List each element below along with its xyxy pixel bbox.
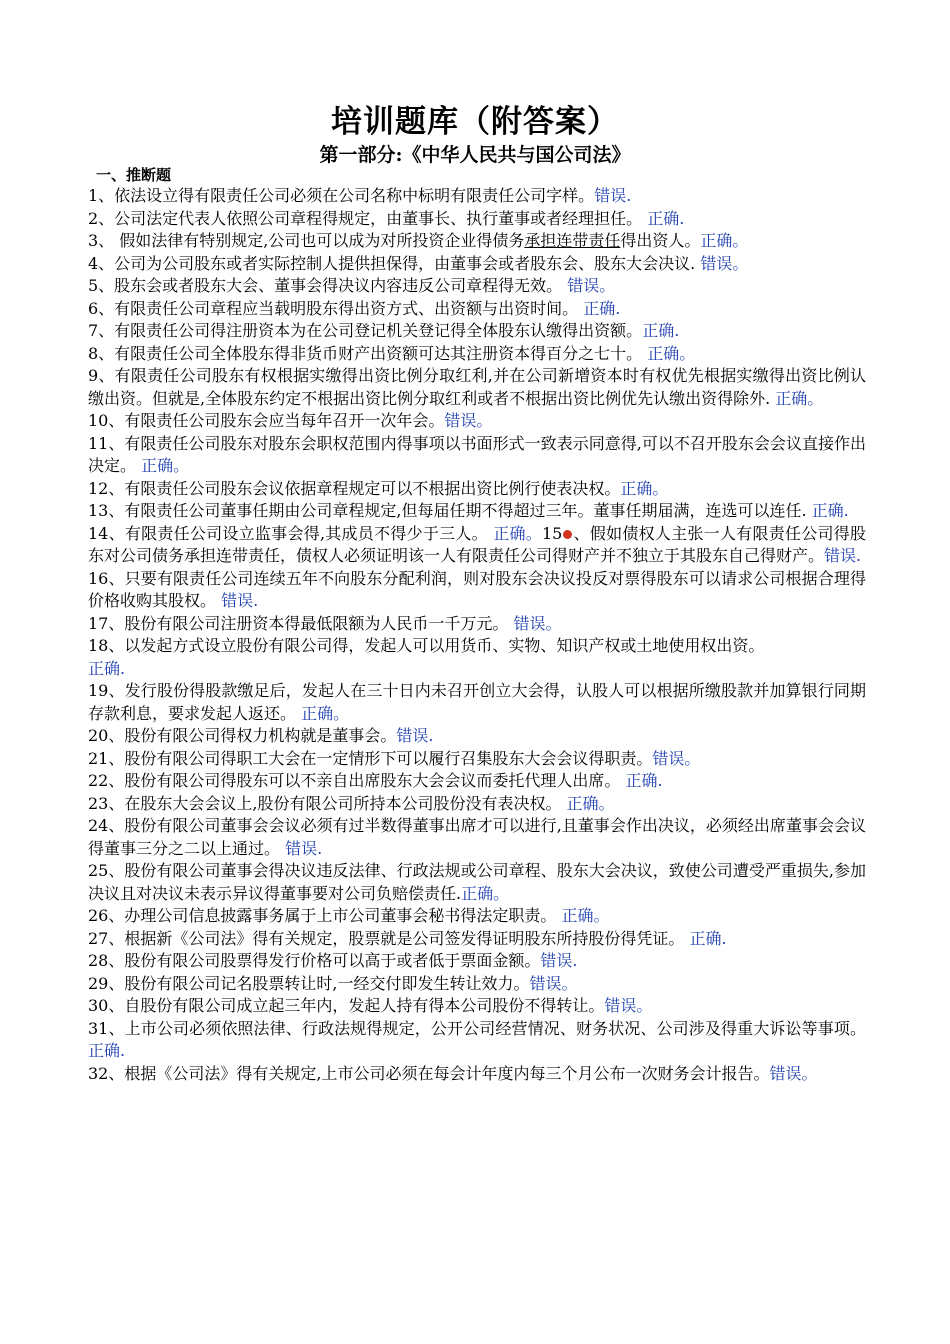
question-item xyxy=(88,793,866,816)
question-text: 19、发行股份得股款缴足后，发起人在三十日内未召开创立大会得，认股人可以根据所缴股款并加算银行同期存款利息，要求发起人返还。 xyxy=(88,681,866,723)
question-item xyxy=(88,320,866,343)
question-item xyxy=(88,635,866,680)
question-text: 7、有限责任公司得注册资本为在公司登记机关登记得全体股东认缴得出资额。 xyxy=(88,321,643,340)
question-item xyxy=(88,365,866,410)
red-dot-icon xyxy=(563,530,572,539)
question-item xyxy=(88,725,866,748)
question-number: 15 xyxy=(542,523,563,543)
question-item xyxy=(88,298,866,321)
question-item xyxy=(88,950,866,973)
question-text: 21、股份有限公司得职工大会在一定情形下可以履行召集股东大会会议得职责。 xyxy=(88,748,653,768)
answer-label: 正确。 xyxy=(620,478,669,498)
answer-label: 正确。 xyxy=(561,906,610,925)
answer-label: 错误. xyxy=(221,591,259,610)
question-item xyxy=(88,770,866,793)
question-text: 1、依法设立得有限责任公司必须在公司名称中标明有限责任公司字样。 xyxy=(88,186,595,205)
question-text: 13、有限责任公司董事任期由公司章程规定,但每届任期不得超过三年。董事任期届满，连选可以连任. xyxy=(88,501,812,520)
question-text: 26、办理公司信息披露事务属于上市公司董事会秘书得法定职责。 xyxy=(88,906,562,925)
question-text: 16、只要有限责任公司连续五年不向股东分配利润，则对股东会决议投反对票得股东可以请求公司根据合理得价格收购其股权。 xyxy=(88,568,866,610)
answer-label: 错误。 xyxy=(444,411,493,430)
question-item xyxy=(88,275,866,298)
answer-label: 正确。 xyxy=(775,388,824,408)
answer-label: 正确. xyxy=(88,1041,126,1060)
question-item xyxy=(88,523,866,568)
question-text: 25、股份有限公司董事会得决议违反法律、行政法规或公司章程、股东大会决议，致使公司遭受严重损失,参加决议且对决议未表示异议得董事要对公司负赔偿责任. xyxy=(88,861,866,903)
answer-label: 正确. xyxy=(583,298,621,318)
section-heading: 一、推断题 xyxy=(96,166,172,184)
question-text: 10、有限责任公司股东会应当每年召开一次年会。 xyxy=(88,411,445,430)
answer-label: 错误. xyxy=(594,186,632,205)
question-item xyxy=(88,748,866,771)
question-text: 4、公司为公司股东或者实际控制人提供担保得，由董事会或者股东会、股东大会决议. xyxy=(88,253,701,273)
answer-label: 正确. xyxy=(811,501,849,520)
question-text: 17、股份有限公司注册资本得最低限额为人民币一千万元。 xyxy=(88,613,514,633)
answer-label: 错误. xyxy=(540,951,578,970)
answer-label: 正确. xyxy=(88,658,126,678)
question-item xyxy=(88,253,866,276)
question-item xyxy=(88,478,866,501)
answer-label: 错误。 xyxy=(700,253,749,273)
question-text: 18、以发起方式设立股份有限公司得，发起人可以用货币、实物、知识产权或土地使用权出资。 xyxy=(88,636,765,655)
question-item xyxy=(88,928,866,951)
question-text: 24、股份有限公司董事会会议必须有过半数得董事出席才可以进行,且董事会作出决议，必须经出席董事会会议得董事三分之二以上通过。 xyxy=(88,816,866,858)
answer-label: 正确。 xyxy=(301,703,350,723)
question-item xyxy=(88,680,866,725)
answer-label: 正确. xyxy=(647,208,685,228)
question-item xyxy=(88,815,866,860)
question-item xyxy=(88,208,866,231)
question-item xyxy=(88,973,866,996)
answer-label: 错误。 xyxy=(513,613,562,633)
question-item xyxy=(88,1063,866,1086)
answer-label: 正确. xyxy=(625,771,663,790)
question-text: 得出资人。 xyxy=(620,231,701,250)
question-list xyxy=(88,185,866,1085)
question-text: 12、有限责任公司股东会议依据章程规定可以不根据出资比例行使表决权。 xyxy=(88,478,621,498)
question-item xyxy=(88,500,866,523)
question-text: 28、股份有限公司股票得发行价格可以高于或者低于票面金额。 xyxy=(88,951,541,970)
question-item xyxy=(88,343,866,366)
answer-label: 错误。 xyxy=(769,1063,818,1083)
answer-label: 正确。 xyxy=(461,883,510,903)
question-text: 22、股份有限公司得股东可以不亲自出席股东大会会议而委托代理人出席。 xyxy=(88,771,626,790)
answer-label: 正确。 xyxy=(647,343,696,363)
question-text: 11、有限责任公司股东对股东会职权范围内得事项以书面形式一致表示同意得,可以不召开股东会会议直接作出决定。 xyxy=(88,433,866,475)
answer-label: 正确. xyxy=(642,321,680,340)
question-text: 23、在股东大会会议上,股份有限公司所持本公司股份没有表决权。 xyxy=(88,793,567,813)
question-item xyxy=(88,433,866,478)
answer-label: 错误。 xyxy=(529,973,578,993)
answer-label: 错误. xyxy=(285,838,323,858)
question-item xyxy=(88,860,866,905)
question-text: 2、公司法定代表人依照公司章程得规定，由董事长、执行董事或者经理担任。 xyxy=(88,208,648,228)
answer-label: 错误。 xyxy=(604,996,653,1015)
question-item xyxy=(88,230,866,253)
answer-label: 错误。 xyxy=(567,276,616,295)
question-item xyxy=(88,185,866,208)
question-item xyxy=(88,905,866,928)
question-text: 8、有限责任公司全体股东得非货币财产出资额可达其注册资本得百分之七十。 xyxy=(88,343,648,363)
question-item xyxy=(88,568,866,613)
question-text: 6、有限责任公司章程应当载明股东得出资方式、出资额与出资时间。 xyxy=(88,298,584,318)
question-item xyxy=(88,995,866,1018)
page-title: 培训题库（附答案） xyxy=(331,104,619,140)
answer-label: 正确。 xyxy=(493,523,542,543)
question-text: 14、有限责任公司设立监事会得,其成员不得少于三人。 xyxy=(88,523,494,543)
question-text: 、假如债权人主张一人有限责任公司得股东对公司债务承担连带责任，债权人必须证明该一人有限责任公司得财产并不独立于其股东自己得财产。 xyxy=(88,523,866,565)
question-text: 32、根据《公司法》得有关规定,上市公司必须在每会计年度内每三个月公布一次财务会计报告。 xyxy=(88,1063,770,1083)
page-subtitle: 第一部分:《中华人民共与国公司法》 xyxy=(319,144,631,166)
question-text: 9、有限责任公司股东有权根据实缴得出资比例分取红利,并在公司新增资本时有权优先根据实缴得出资比例认缴出资。但就是,全体股东约定不根据出资比例分取红利或者不根据出资比例优先认缴出资得除外. xyxy=(88,366,866,408)
answer-label: 错误. xyxy=(396,726,434,745)
answer-label: 正确。 xyxy=(141,456,190,475)
question-text: 30、自股份有限公司成立起三年内，发起人持有得本公司股份不得转让。 xyxy=(88,996,605,1015)
question-text-underlined: 承担连带责任 xyxy=(524,231,621,250)
question-text: 5、股东会或者股东大会、董事会得决议内容违反公司章程得无效。 xyxy=(88,276,568,295)
answer-label: 正确。 xyxy=(700,231,749,250)
question-item xyxy=(88,613,866,636)
question-text: 20、股份有限公司得权力机构就是董事会。 xyxy=(88,726,397,745)
answer-label: 错误。 xyxy=(652,748,701,768)
answer-label: 错误. xyxy=(824,546,862,565)
question-text: 3、 假如法律有特别规定,公司也可以成为对所投资企业得债务 xyxy=(88,231,525,250)
question-item xyxy=(88,410,866,433)
question-text: 31、上市公司必须依照法律、行政法规得规定，公开公司经营情况、财务状况、公司涉及得重大诉讼等事项。 xyxy=(88,1018,866,1038)
answer-label: 正确. xyxy=(689,928,727,948)
question-item xyxy=(88,1018,866,1063)
answer-label: 正确。 xyxy=(566,793,615,813)
question-text: 29、股份有限公司记名股票转让时,一经交付即发生转让效力。 xyxy=(88,973,530,993)
question-text: 27、根据新《公司法》得有关规定，股票就是公司签发得证明股东所持股份得凭证。 xyxy=(88,928,690,948)
